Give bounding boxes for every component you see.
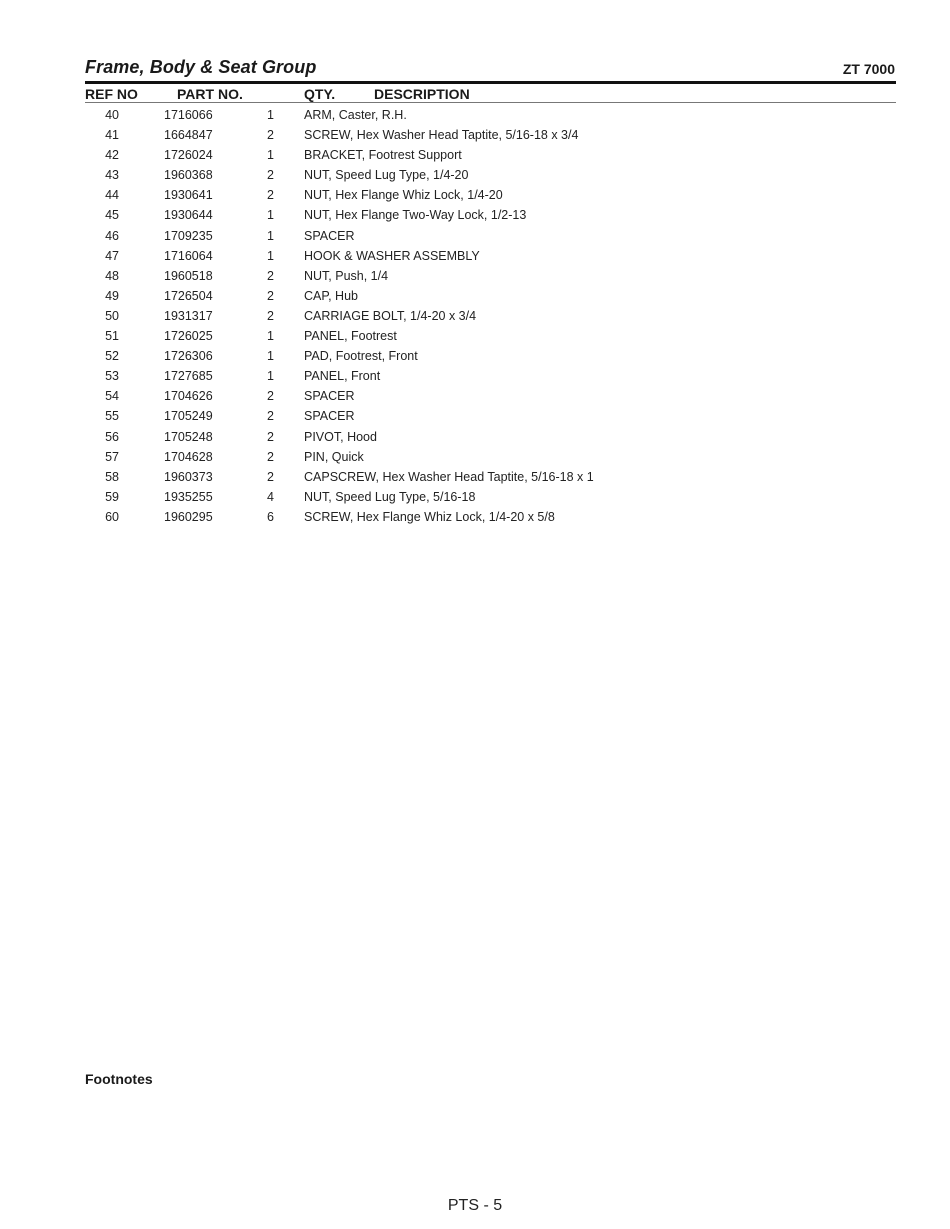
qty-cell: 2 xyxy=(267,389,274,404)
part-no-cell: 1716064 xyxy=(164,248,213,263)
qty-cell: 4 xyxy=(267,489,274,504)
qty-cell: 2 xyxy=(267,429,274,444)
table-row xyxy=(85,126,896,146)
ref-no-cell: 56 xyxy=(105,429,119,444)
part-no-cell: 1705248 xyxy=(164,429,213,444)
ref-no-cell: 46 xyxy=(105,228,119,243)
description-cell: CAPSCREW, Hex Washer Head Taptite, 5/16-18 x 1 xyxy=(304,469,594,484)
model-number: ZT 7000 xyxy=(842,61,895,77)
description-cell: NUT, Speed Lug Type, 1/4-20 xyxy=(304,168,469,183)
description-cell: SCREW, Hex Flange Whiz Lock, 1/4-20 x 5/8 xyxy=(304,509,555,524)
description-cell: ARM, Caster, R.H. xyxy=(304,108,407,122)
ref-no-cell: 49 xyxy=(105,288,119,303)
table-row xyxy=(85,287,896,307)
description-cell: PAD, Footrest, Front xyxy=(304,349,418,364)
qty-cell: 2 xyxy=(267,268,274,283)
table-row xyxy=(85,227,896,247)
ref-no-cell: 40 xyxy=(105,108,119,122)
part-no-cell: 1935255 xyxy=(164,489,213,504)
description-cell: BRACKET, Footrest Support xyxy=(304,148,462,163)
description-cell: NUT, Hex Flange Whiz Lock, 1/4-20 xyxy=(304,188,503,203)
table-row xyxy=(85,468,896,488)
table-row xyxy=(85,247,896,267)
ref-no-cell: 43 xyxy=(105,168,119,183)
part-no-cell: 1931317 xyxy=(164,308,213,323)
ref-no-cell: 52 xyxy=(105,349,119,364)
qty-cell: 6 xyxy=(267,509,274,524)
part-no-cell: 1705249 xyxy=(164,409,213,424)
table-row xyxy=(85,448,896,468)
table-row xyxy=(85,146,896,166)
qty-cell: 2 xyxy=(267,308,274,323)
qty-cell: 2 xyxy=(267,128,274,143)
description-cell: NUT, Hex Flange Two-Way Lock, 1/2-13 xyxy=(304,208,527,223)
table-header xyxy=(85,85,896,102)
qty-cell: 1 xyxy=(267,369,274,384)
ref-no-cell: 57 xyxy=(105,449,119,464)
ref-no-cell: 54 xyxy=(105,389,119,404)
part-no-cell: 1727685 xyxy=(164,369,213,384)
part-no-cell: 1930641 xyxy=(164,188,213,203)
part-no-cell: 1709235 xyxy=(164,228,213,243)
description-cell: PANEL, Front xyxy=(304,369,381,384)
title-bar xyxy=(85,57,895,81)
qty-cell: 1 xyxy=(267,148,274,163)
description-cell: SPACER xyxy=(304,228,355,243)
parts-table xyxy=(85,106,896,528)
qty-cell: 2 xyxy=(267,188,274,203)
qty-cell: 2 xyxy=(267,449,274,464)
ref-no-cell: 47 xyxy=(105,248,119,263)
part-no-cell: 1930644 xyxy=(164,208,213,223)
description-cell: SCREW, Hex Washer Head Taptite, 5/16-18 x 3/4 xyxy=(304,128,579,143)
column-header-ref-no: REF NO xyxy=(85,86,138,102)
column-header-part-no: PART NO. xyxy=(177,86,243,102)
qty-cell: 1 xyxy=(267,349,274,364)
description-cell: HOOK & WASHER ASSEMBLY xyxy=(304,248,480,263)
description-cell: SPACER xyxy=(304,389,355,404)
table-row xyxy=(85,407,896,427)
ref-no-cell: 50 xyxy=(105,308,119,323)
qty-cell: 2 xyxy=(267,168,274,183)
ref-no-cell: 59 xyxy=(105,489,119,504)
table-row xyxy=(85,508,896,528)
part-no-cell: 1716066 xyxy=(164,108,213,122)
table-row xyxy=(85,307,896,327)
description-cell: PIVOT, Hood xyxy=(304,429,377,444)
qty-cell: 1 xyxy=(267,248,274,263)
part-no-cell: 1726306 xyxy=(164,349,213,364)
part-no-cell: 1726025 xyxy=(164,329,213,344)
table-row xyxy=(85,186,896,206)
qty-cell: 1 xyxy=(267,228,274,243)
qty-cell: 2 xyxy=(267,288,274,303)
part-no-cell: 1726504 xyxy=(164,288,213,303)
ref-no-cell: 45 xyxy=(105,208,119,223)
ref-no-cell: 51 xyxy=(105,329,119,344)
ref-no-cell: 48 xyxy=(105,268,119,283)
part-no-cell: 1704628 xyxy=(164,449,213,464)
table-row xyxy=(85,488,896,508)
qty-cell: 1 xyxy=(267,329,274,344)
qty-cell: 2 xyxy=(267,469,274,484)
table-row xyxy=(85,387,896,407)
title-divider xyxy=(85,81,896,84)
description-cell: CAP, Hub xyxy=(304,288,358,303)
ref-no-cell: 58 xyxy=(105,469,119,484)
part-no-cell: 1960368 xyxy=(164,168,213,183)
table-row xyxy=(85,428,896,448)
ref-no-cell: 55 xyxy=(105,409,119,424)
table-row xyxy=(85,267,896,287)
description-cell: NUT, Push, 1/4 xyxy=(304,268,389,283)
qty-cell: 1 xyxy=(267,108,274,122)
footnotes-heading: Footnotes xyxy=(85,1071,153,1087)
column-header-qty: QTY. xyxy=(304,86,336,102)
table-row xyxy=(85,206,896,226)
header-divider xyxy=(85,102,896,103)
column-header-description: DESCRIPTION xyxy=(374,86,470,102)
page-number: PTS - 5 xyxy=(447,1197,503,1214)
table-row xyxy=(85,347,896,367)
part-no-cell: 1960295 xyxy=(164,509,213,524)
ref-no-cell: 53 xyxy=(105,369,119,384)
description-cell: NUT, Speed Lug Type, 5/16-18 xyxy=(304,489,476,504)
ref-no-cell: 41 xyxy=(105,128,119,143)
table-row xyxy=(85,166,896,186)
part-no-cell: 1726024 xyxy=(164,148,213,163)
ref-no-cell: 42 xyxy=(105,148,119,163)
table-row xyxy=(85,367,896,387)
table-row xyxy=(85,106,896,126)
part-no-cell: 1960518 xyxy=(164,268,213,283)
table-row xyxy=(85,327,896,347)
part-no-cell: 1704626 xyxy=(164,389,213,404)
ref-no-cell: 44 xyxy=(105,188,119,203)
qty-cell: 1 xyxy=(267,208,274,223)
description-cell: PIN, Quick xyxy=(304,449,364,464)
page-title: Frame, Body & Seat Group xyxy=(85,57,317,77)
description-cell: SPACER xyxy=(304,409,355,424)
description-cell: CARRIAGE BOLT, 1/4-20 x 3/4 xyxy=(304,308,477,323)
description-cell: PANEL, Footrest xyxy=(304,329,397,344)
qty-cell: 2 xyxy=(267,409,274,424)
ref-no-cell: 60 xyxy=(105,509,119,524)
part-no-cell: 1664847 xyxy=(164,128,213,143)
part-no-cell: 1960373 xyxy=(164,469,213,484)
